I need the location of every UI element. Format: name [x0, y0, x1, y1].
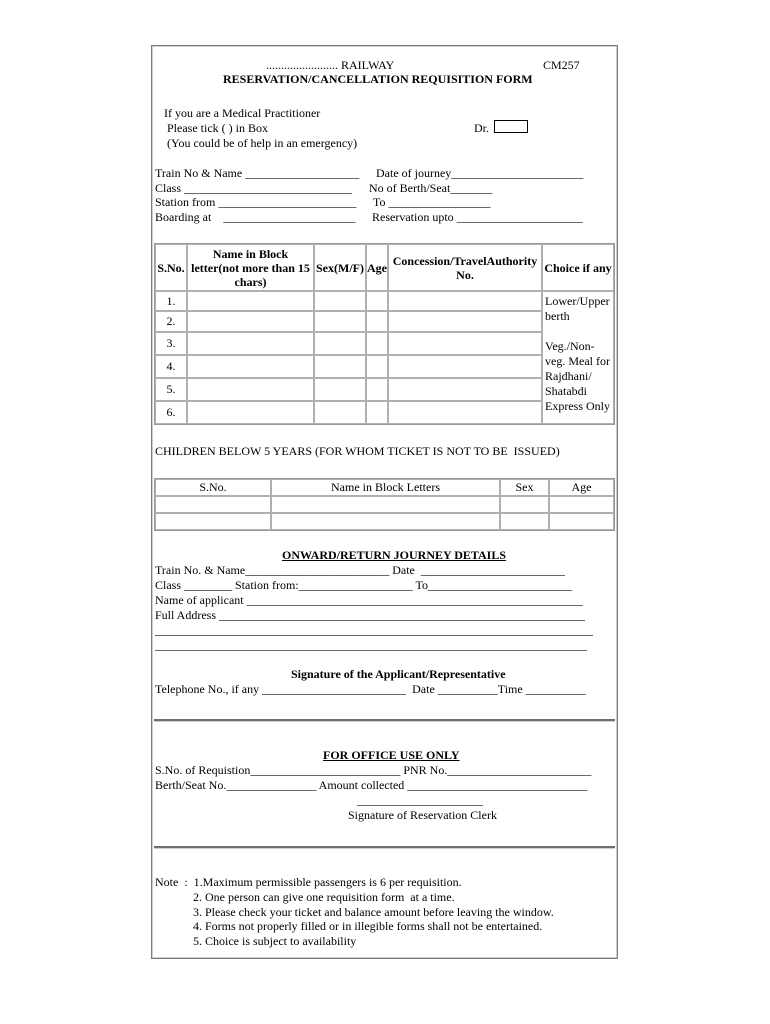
age-cell[interactable]: [366, 311, 388, 332]
header-sex: Sex(M/F): [314, 244, 366, 291]
note-4: 4. Forms not properly filled or in illegible forms shall not be entertained.: [193, 919, 543, 933]
child-sex-cell[interactable]: [500, 513, 549, 530]
applicant-name-field[interactable]: Name of applicant ________________________________________________________: [155, 593, 583, 607]
name-cell[interactable]: [187, 291, 314, 311]
concession-cell[interactable]: [388, 332, 542, 355]
header-sno: S.No.: [155, 244, 187, 291]
child-name-cell[interactable]: [271, 496, 500, 513]
child-header-name: Name in Block Letters: [271, 479, 500, 496]
child-name-cell[interactable]: [271, 513, 500, 530]
row-sno: 5.: [155, 378, 187, 401]
concession-cell[interactable]: [388, 378, 542, 401]
telephone-date-time-field[interactable]: Telephone No., if any ________________________ Date __________Time __________: [155, 682, 586, 696]
child-sex-cell[interactable]: [500, 496, 549, 513]
form-title: RESERVATION/CANCELLATION REQUISITION FORM: [223, 72, 533, 86]
row-sno: 6.: [155, 401, 187, 424]
office-use-title: FOR OFFICE USE ONLY: [323, 748, 460, 762]
concession-cell[interactable]: [388, 311, 542, 332]
medical-line-3: (You could be of help in an emergency): [167, 136, 358, 150]
age-cell[interactable]: [366, 332, 388, 355]
sex-cell[interactable]: [314, 332, 366, 355]
sex-cell[interactable]: [314, 401, 366, 424]
choice-berth-text: Lower/Upper berth: [545, 294, 610, 323]
date-of-journey-field[interactable]: Date of journey______________________: [376, 166, 584, 180]
note-1: Note : 1.Maximum permissible passengers is 6 per requisition.: [155, 875, 462, 889]
reservation-upto-field[interactable]: Reservation upto _____________________: [372, 210, 583, 224]
row-sno: 1.: [155, 291, 187, 311]
address-line-3[interactable]: ________________________________________________________________________: [155, 638, 587, 652]
address-line-2[interactable]: _________________________________________________________________________: [155, 623, 593, 637]
concession-cell[interactable]: [388, 355, 542, 378]
doctor-tick-box[interactable]: [494, 120, 528, 133]
full-address-field[interactable]: Full Address _____________________________________________________________: [155, 608, 586, 622]
sex-cell[interactable]: [314, 291, 366, 311]
medical-line-1: If you are a Medical Practitioner: [164, 106, 321, 120]
train-name-field[interactable]: Train No & Name ___________________: [155, 166, 360, 180]
header-age: Age: [366, 244, 388, 291]
children-table: [154, 478, 615, 531]
name-cell[interactable]: [187, 401, 314, 424]
header-name: Name in Block letter(not more than 15 chars): [187, 244, 314, 291]
age-cell[interactable]: [366, 378, 388, 401]
dr-label: Dr.: [474, 121, 489, 135]
age-cell[interactable]: [366, 355, 388, 378]
form-code: CM257: [543, 58, 580, 72]
child-header-age: Age: [549, 479, 614, 496]
row-sno: 4.: [155, 355, 187, 378]
berth-amount-field[interactable]: Berth/Seat No._______________ Amount collected ______________________________: [155, 778, 588, 792]
concession-cell[interactable]: [388, 401, 542, 424]
sex-cell[interactable]: [314, 311, 366, 332]
child-header-sex: Sex: [500, 479, 549, 496]
age-cell[interactable]: [366, 401, 388, 424]
section-divider: [154, 846, 615, 849]
child-age-cell[interactable]: [549, 496, 614, 513]
note-3: 3. Please check your ticket and balance amount before leaving the window.: [193, 905, 554, 919]
choice-meal-text: Veg./Non-veg. Meal for Rajdhani/ Shatabdi Express Only: [545, 339, 610, 413]
age-cell[interactable]: [366, 291, 388, 311]
class-field[interactable]: Class ____________________________: [155, 181, 353, 195]
children-title: CHILDREN BELOW 5 YEARS (FOR WHOM TICKET IS NOT TO BE ISSUED): [155, 444, 560, 458]
note-5: 5. Choice is subject to availability: [193, 934, 357, 948]
clerk-signature-line[interactable]: _____________________: [357, 793, 483, 807]
station-to-field[interactable]: To _________________: [373, 195, 491, 209]
name-cell[interactable]: [187, 311, 314, 332]
name-cell[interactable]: [187, 332, 314, 355]
choice-cell[interactable]: [542, 291, 614, 424]
requisition-pnr-field[interactable]: S.No. of Requistion_________________________ PNR No.________________________: [155, 763, 592, 777]
passenger-table: [154, 243, 615, 425]
sex-cell[interactable]: [314, 355, 366, 378]
clerk-signature-label: Signature of Reservation Clerk: [348, 808, 497, 822]
name-cell[interactable]: [187, 378, 314, 401]
medical-line-2: Please tick ( ) in Box: [167, 121, 268, 135]
child-sno-cell[interactable]: [155, 513, 271, 530]
row-sno: 3.: [155, 332, 187, 355]
onward-train-date-field[interactable]: Train No. & Name________________________ Date ________________________: [155, 563, 565, 577]
header-choice: Choice if any: [542, 244, 614, 291]
applicant-signature-label: Signature of the Applicant/Representative: [291, 667, 506, 681]
railway-label: ........................ RAILWAY: [266, 58, 395, 72]
name-cell[interactable]: [187, 355, 314, 378]
row-sno: 2.: [155, 311, 187, 332]
child-age-cell[interactable]: [549, 513, 614, 530]
child-header-sno: S.No.: [155, 479, 271, 496]
onward-title: ONWARD/RETURN JOURNEY DETAILS: [282, 548, 507, 562]
onward-class-station-field[interactable]: Class ________ Station from:___________________ To________________________: [155, 578, 572, 592]
station-from-field[interactable]: Station from _______________________: [155, 195, 357, 209]
section-divider: [154, 719, 615, 722]
header-concession: Concession/TravelAuthority No.: [388, 244, 542, 291]
concession-cell[interactable]: [388, 291, 542, 311]
sex-cell[interactable]: [314, 378, 366, 401]
note-2: 2. One person can give one requisition form at a time.: [193, 890, 455, 904]
boarding-at-field[interactable]: Boarding at ______________________: [155, 210, 356, 224]
berth-seat-count-field[interactable]: No of Berth/Seat_______: [369, 181, 493, 195]
child-sno-cell[interactable]: [155, 496, 271, 513]
